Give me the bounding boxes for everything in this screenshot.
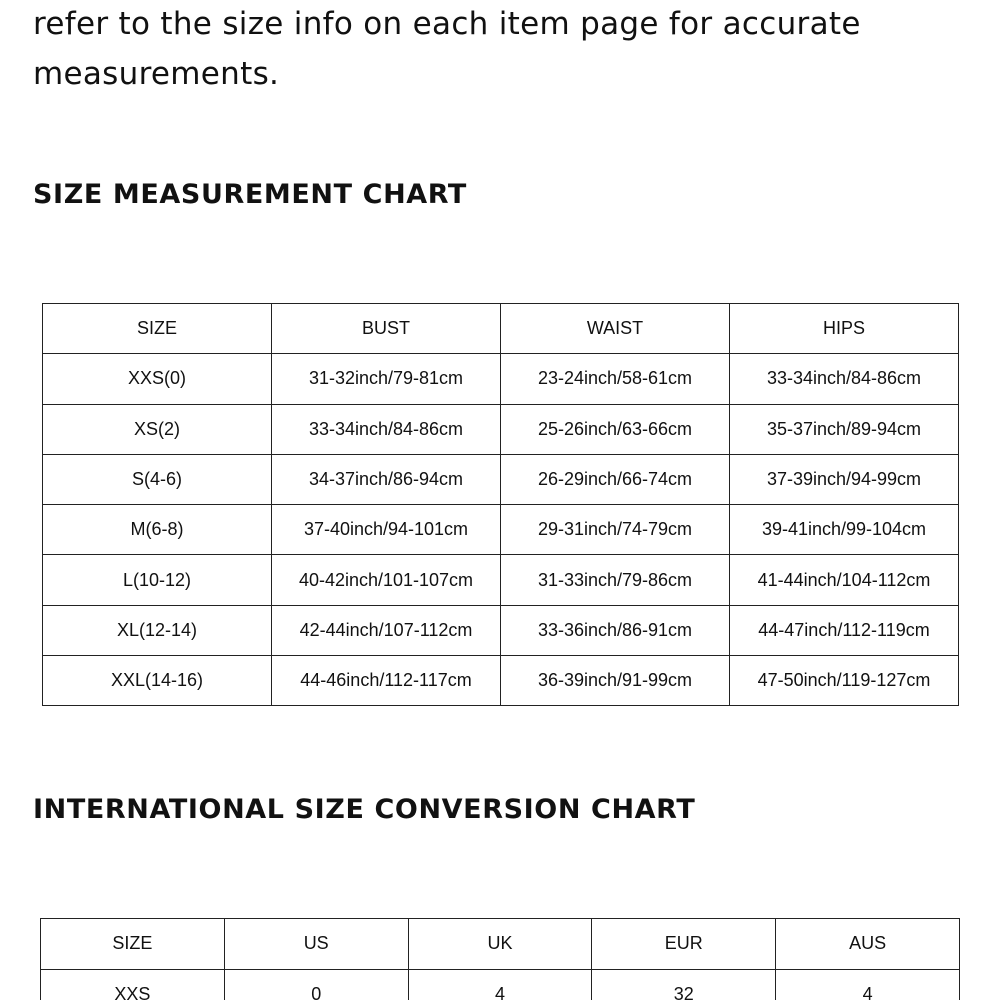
cell-waist: 29-31inch/74-79cm: [501, 505, 730, 555]
cell-eur: 32: [592, 969, 776, 1000]
conversion-chart-title: INTERNATIONAL SIZE CONVERSION CHART: [33, 794, 696, 825]
cell-waist: 26-29inch/66-74cm: [501, 454, 730, 504]
table-header-row: [43, 304, 959, 354]
size-conversion-table: [40, 918, 960, 1000]
table-row: [43, 454, 959, 504]
header-cell-eur: EUR: [592, 919, 776, 970]
cell-size: XL(12-14): [43, 605, 272, 655]
cell-uk: 4: [408, 969, 592, 1000]
cell-bust: 44-46inch/112-117cm: [272, 656, 501, 706]
cell-waist: 31-33inch/79-86cm: [501, 555, 730, 605]
header-cell-aus: AUS: [776, 919, 960, 970]
table-row: [43, 404, 959, 454]
header-cell-waist: WAIST: [501, 304, 730, 354]
cell-size: M(6-8): [43, 505, 272, 555]
cell-size: XXL(14-16): [43, 656, 272, 706]
cell-hips: 41-44inch/104-112cm: [730, 555, 959, 605]
cell-bust: 37-40inch/94-101cm: [272, 505, 501, 555]
cell-hips: 39-41inch/99-104cm: [730, 505, 959, 555]
cell-bust: 31-32inch/79-81cm: [272, 354, 501, 404]
table-row: [43, 656, 959, 706]
header-cell-uk: UK: [408, 919, 592, 970]
header-cell-size: SIZE: [43, 304, 272, 354]
table-row: [43, 605, 959, 655]
cell-bust: 42-44inch/107-112cm: [272, 605, 501, 655]
intro-text: refer to the size info on each item page for accurate measurements.: [33, 6, 861, 92]
table-row: [43, 505, 959, 555]
cell-size: L(10-12): [43, 555, 272, 605]
measurement-chart-title: SIZE MEASUREMENT CHART: [33, 179, 467, 210]
cell-size: XS(2): [43, 404, 272, 454]
header-cell-bust: BUST: [272, 304, 501, 354]
table-row: [43, 555, 959, 605]
cell-bust: 34-37inch/86-94cm: [272, 454, 501, 504]
cell-bust: 33-34inch/84-86cm: [272, 404, 501, 454]
cell-waist: 23-24inch/58-61cm: [501, 354, 730, 404]
cell-hips: 47-50inch/119-127cm: [730, 656, 959, 706]
size-measurement-table: [42, 303, 959, 706]
cell-hips: 44-47inch/112-119cm: [730, 605, 959, 655]
cell-waist: 25-26inch/63-66cm: [501, 404, 730, 454]
cell-hips: 37-39inch/94-99cm: [730, 454, 959, 504]
table-row: [41, 969, 960, 1000]
header-cell-us: US: [224, 919, 408, 970]
cell-waist: 36-39inch/91-99cm: [501, 656, 730, 706]
header-cell-hips: HIPS: [730, 304, 959, 354]
header-cell-size: SIZE: [41, 919, 225, 970]
cell-waist: 33-36inch/86-91cm: [501, 605, 730, 655]
table-header-row: [41, 919, 960, 970]
cell-size: S(4-6): [43, 454, 272, 504]
cell-size: XXS(0): [43, 354, 272, 404]
cell-bust: 40-42inch/101-107cm: [272, 555, 501, 605]
cell-hips: 33-34inch/84-86cm: [730, 354, 959, 404]
cell-aus: 4: [776, 969, 960, 1000]
cell-size: XXS: [41, 969, 225, 1000]
cell-us: 0: [224, 969, 408, 1000]
table-row: [43, 354, 959, 404]
cell-hips: 35-37inch/89-94cm: [730, 404, 959, 454]
